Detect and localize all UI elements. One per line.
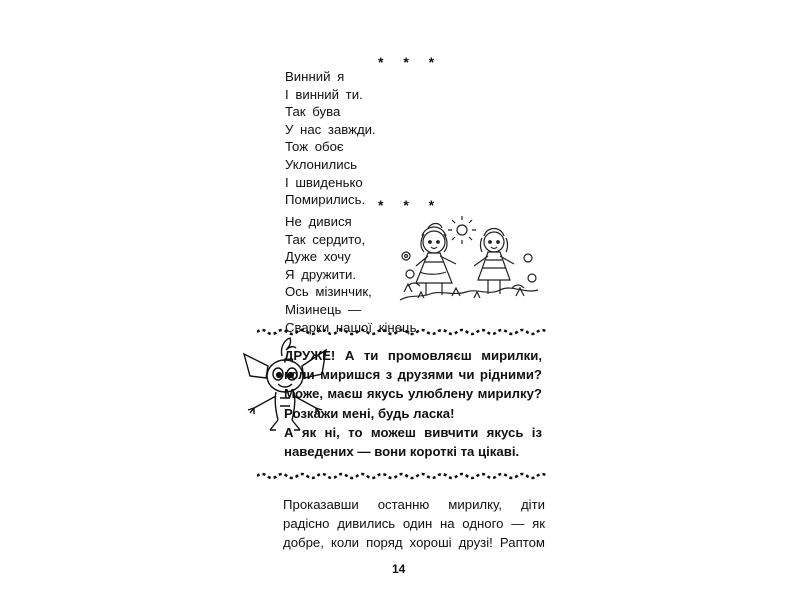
poem-line: Тож обоє [285, 139, 344, 155]
callout-text [284, 346, 542, 461]
poem-line: Сварки нашої кінець. [285, 319, 421, 335]
page-number: 14 [392, 562, 406, 576]
poem-line: Мізинець — [285, 301, 362, 317]
poem-1 [285, 68, 376, 209]
wavy-divider-bottom [257, 472, 547, 480]
poem-line: Так бува [285, 104, 341, 120]
poem-line: Я дружити. [285, 266, 357, 282]
poem-line: Не дивися [285, 214, 352, 229]
poem-line: Дуже хочу [285, 249, 351, 265]
wavy-divider-top [257, 328, 547, 336]
poem-line: Ось мізинчик, [285, 284, 372, 300]
stars-divider-1: * * * [378, 54, 443, 70]
prose-line: добре, коли поряд хороші друзі! Раптом [283, 535, 545, 550]
callout-paragraph: А як ні, то можеш вивчити якусь із наведених — вони короткі та цікаві. [284, 424, 542, 460]
poem-line: Винний я [285, 69, 345, 84]
poem-line: І винний ти. [285, 86, 363, 102]
prose-line: Проказавши останню мирилку, діти [283, 497, 545, 512]
stars-divider-2: * * * [378, 197, 443, 213]
callout-paragraph: ДРУЖЕ! А ти промовляєш мирилки, коли миришся з друзями чи рідними? Може, маєш якусь улюблену мирилку? Розкажи мені, будь ласка! [284, 348, 542, 421]
poem-line: Так сердито, [285, 231, 366, 247]
children-illustration [398, 212, 540, 304]
poem-line: І швиденько [285, 174, 363, 190]
poem-line: У нас завжди. [285, 121, 376, 137]
prose-paragraph [283, 495, 545, 552]
poem-line: Помирились. [285, 192, 366, 208]
poem-line: Уклонились [285, 156, 358, 172]
prose-line: радісно дивились один на одного — як [283, 516, 545, 531]
